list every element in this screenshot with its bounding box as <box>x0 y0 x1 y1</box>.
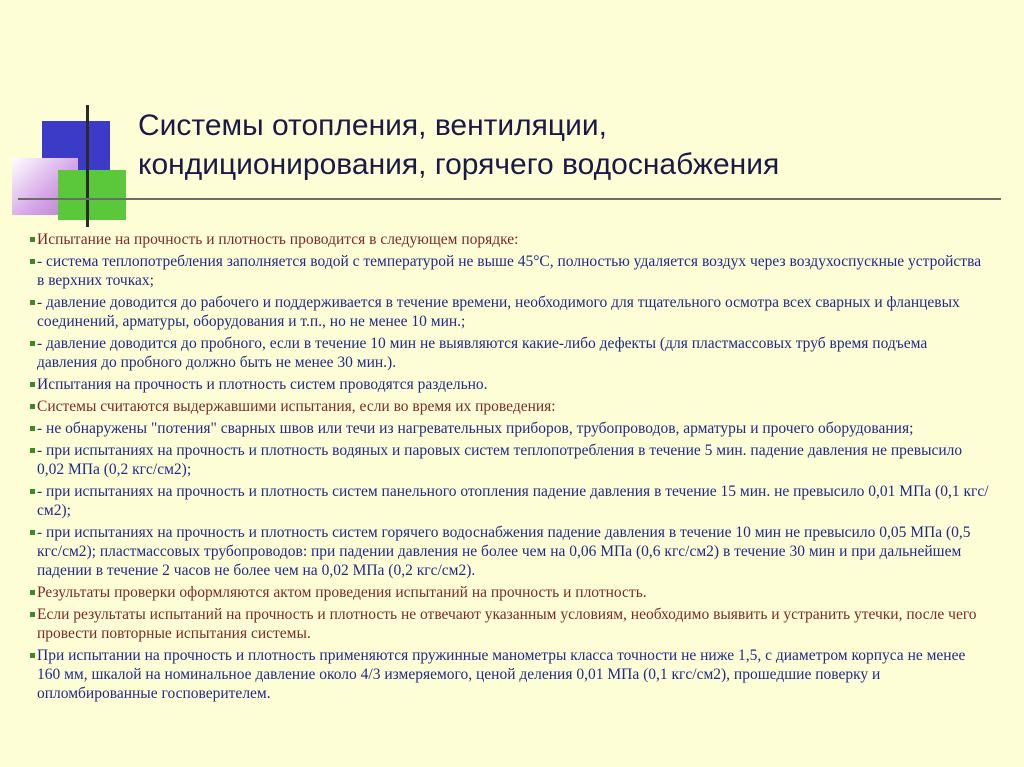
content-paragraph <box>30 605 990 643</box>
slide-title-line-2: кондиционирования, горячего водоснабжения <box>138 148 780 181</box>
content-paragraph <box>30 397 990 416</box>
bullet-marker-icon <box>30 590 35 595</box>
content-paragraph <box>30 252 990 290</box>
decorative-vertical-line <box>86 105 89 227</box>
paragraph-text: Испытание на прочность и плотность проводится в следующем порядке: <box>37 231 519 248</box>
bullet-marker-icon <box>30 530 35 535</box>
bullet-marker-icon <box>30 300 35 305</box>
paragraph-text: - при испытаниях на прочность и плотность водяных и паровых систем теплопотребления в течение 5 мин. падение давления не превысило 0,02 МПа (0,2 кгс/см2); <box>37 442 963 478</box>
paragraph-text: Результаты проверки оформляются актом проведения испытаний на прочность и плотность. <box>37 584 647 601</box>
paragraph-text: - давление доводится до пробного, если в течение 10 мин не выявляются какие-либо дефекты (для пластмассовых труб время подъема давления до пробного должно быть не менее 30 мин.). <box>37 335 928 371</box>
content-paragraph <box>30 375 990 394</box>
paragraph-text: - не обнаружены "потения" сварных швов или течи из нагревательных приборов, трубопроводов, арматуры и прочего оборудования; <box>37 420 914 437</box>
content-paragraph <box>30 441 990 479</box>
content-paragraph <box>30 334 990 372</box>
content-list <box>30 230 990 706</box>
bullet-marker-icon <box>30 489 35 494</box>
content-paragraph <box>30 646 990 703</box>
slide-title <box>138 106 898 184</box>
paragraph-text: - система теплопотребления заполняется водой с температурой не выше 45°С, полностью удаляется воздух через воздухоспускные устройства в верхних точках; <box>37 253 982 289</box>
bullet-marker-icon <box>30 341 35 346</box>
paragraph-text: Испытания на прочность и плотность систем проводятся раздельно. <box>37 376 488 393</box>
content-paragraph <box>30 583 990 602</box>
paragraph-text: Если результаты испытаний на прочность и плотность не отвечают указанным условиям, необходимо выявить и устранить утечки, после чего провести повторные испытания системы. <box>37 606 977 642</box>
content-paragraph <box>30 482 990 520</box>
paragraph-text: - давление доводится до рабочего и поддерживается в течение времени, необходимого для тщательного осмотра всех сварных и фланцевых соединений, арматуры, оборудования и т.п., но не менее 10 мин.; <box>37 294 960 330</box>
bullet-marker-icon <box>30 448 35 453</box>
paragraph-text: - при испытаниях на прочность и плотность систем горячего водоснабжения падение давления в течение 10 мин не превысило 0,05 МПа (0,5 кгс/см2); пластмассовых трубопроводов: при падении давления не более чем на 0,06 МПа (0,6 кгс/см2) в течение 30 мин и при дальнейшем падении в течение 2 часов не более чем на 0,02 МПа (0,2 кгс/см2). <box>37 524 971 579</box>
bullet-marker-icon <box>30 237 35 242</box>
content-paragraph <box>30 419 990 438</box>
content-paragraph <box>30 523 990 580</box>
slide-title-line-1: Системы отопления, вентиляции, <box>138 109 607 142</box>
content-paragraph <box>30 293 990 331</box>
paragraph-text: При испытании на прочность и плотность применяются пружинные манометры класса точности не ниже 1,5, с диаметром корпуса не менее 160 мм, шкалой на номинальное давление около 4/3 измеряемого, ценой деления 0,01 МПа (0,1 кгс/см2), прошедшие поверку и опломбированные госповерителем. <box>37 647 966 702</box>
title-divider-line <box>18 198 1001 200</box>
bullet-marker-icon <box>30 404 35 409</box>
content-paragraph <box>30 230 990 249</box>
paragraph-text: - при испытаниях на прочность и плотность систем панельного отопления падение давления в течение 15 мин. не превысило 0,01 МПа (0,1 кгс/см2); <box>37 483 989 519</box>
bullet-marker-icon <box>30 382 35 387</box>
bullet-marker-icon <box>30 426 35 431</box>
paragraph-text: Системы считаются выдержавшими испытания, если во время их проведения: <box>37 398 556 415</box>
bullet-marker-icon <box>30 612 35 617</box>
decorative-green-square <box>58 170 126 220</box>
bullet-marker-icon <box>30 259 35 264</box>
bullet-marker-icon <box>30 653 35 658</box>
